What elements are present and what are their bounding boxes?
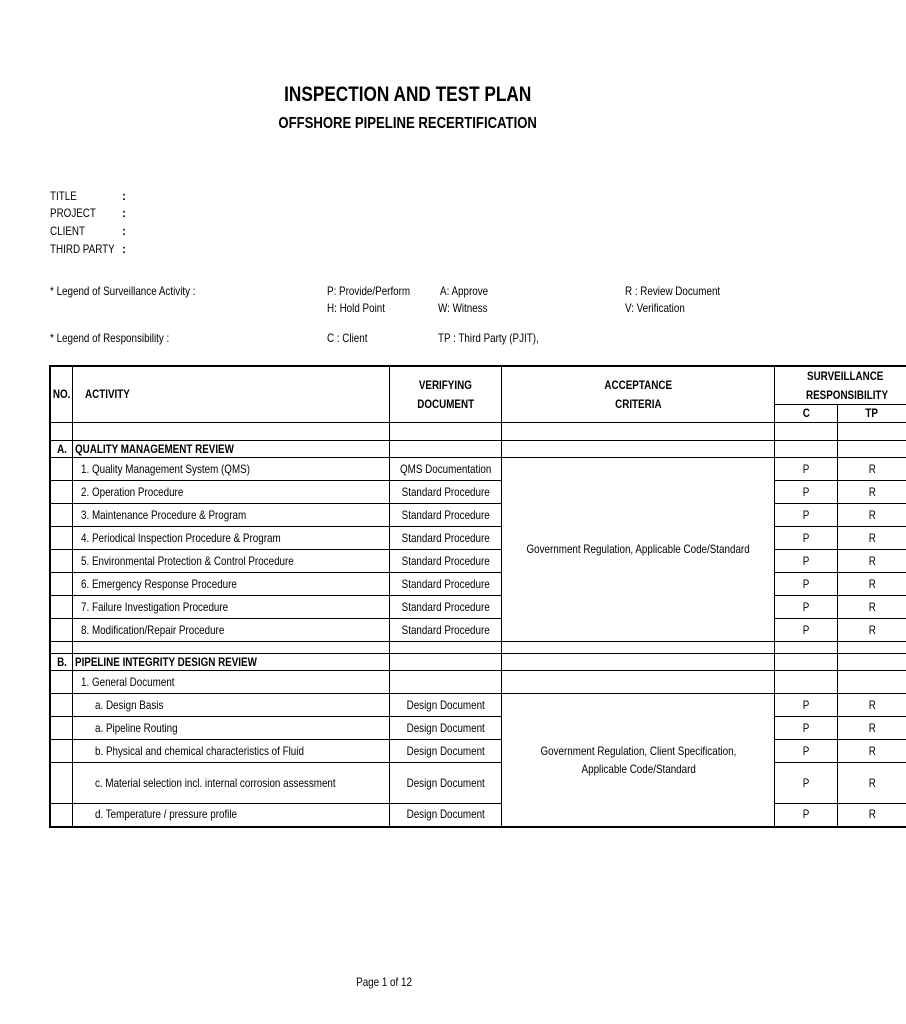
header-surveillance-responsibility: SURVEILLANCE RESPONSIBILITY — [775, 366, 906, 405]
meta-client-colon: : — [122, 224, 126, 238]
table-row: a. Pipeline Routing Design Document P R — [50, 717, 906, 740]
table-row: 7. Failure Investigation Procedure Standard Procedure P R — [50, 596, 906, 619]
section-b-title: PIPELINE INTEGRITY DESIGN REVIEW — [73, 654, 389, 671]
meta-third-party-label: THIRD PARTY — [50, 242, 115, 256]
spacer-row — [50, 642, 906, 654]
document-title: INSPECTION AND TEST PLAN — [284, 83, 532, 106]
meta-client-label: CLIENT — [50, 224, 86, 238]
legend-hold-point: H: Hold Point — [327, 301, 385, 315]
table-row: 2. Operation Procedure Standard Procedure P R — [50, 481, 906, 504]
table-row: 6. Emergency Response Procedure Standard Procedure P R — [50, 573, 906, 596]
meta-project-label: PROJECT — [50, 206, 96, 220]
legend-responsibility-label: * Legend of Responsibility : — [50, 331, 170, 345]
legend-surveillance-label: * Legend of Surveillance Activity : — [50, 284, 196, 298]
table-row: 1. Quality Management System (QMS) QMS Documentation Government Regulation, Applicable Code/Standard P R — [50, 458, 906, 481]
section-a-no: A. — [50, 441, 73, 458]
legend-provide-perform: P: Provide/Perform — [327, 284, 411, 298]
table-row: b. Physical and chemical characteristics of Fluid Design Document P R — [50, 740, 906, 763]
document-subtitle: OFFSHORE PIPELINE RECERTIFICATION — [278, 115, 538, 132]
table-row: c. Material selection incl. internal corrosion assessment Design Document P R — [50, 763, 906, 804]
page-number: Page 1 of 12 — [356, 975, 412, 989]
section-b-criteria: Government Regulation, Client Specification, Applicable Code/Standard — [502, 694, 775, 827]
meta-title-colon: : — [122, 189, 126, 203]
header-no: NO. — [50, 366, 73, 423]
header-acceptance-criteria: ACCEPTANCE CRITERIA — [502, 366, 775, 423]
table-row: 8. Modification/Repair Procedure Standard Procedure P R — [50, 619, 906, 642]
section-a-title: QUALITY MANAGEMENT REVIEW — [73, 441, 389, 458]
legend-third-party: TP : Third Party (PJIT), — [438, 331, 539, 345]
section-a-criteria: Government Regulation, Applicable Code/Standard — [502, 458, 775, 642]
itp-table — [49, 365, 906, 828]
table-header-row — [50, 366, 906, 405]
table-row: 4. Periodical Inspection Procedure & Program Standard Procedure P R — [50, 527, 906, 550]
table-row: 5. Environmental Protection & Control Procedure Standard Procedure P R — [50, 550, 906, 573]
legend-client: C : Client — [327, 331, 368, 345]
spacer-row — [50, 423, 906, 441]
table-row: d. Temperature / pressure profile Design Document P R — [50, 804, 906, 827]
header-verifying-document: VERIFYING DOCUMENT — [389, 366, 501, 423]
section-b-general-document: 1. General Document — [73, 671, 389, 694]
section-a-heading — [50, 441, 906, 458]
header-tp: TP — [837, 405, 906, 423]
header-c: C — [775, 405, 837, 423]
legend-witness: W: Witness — [438, 301, 488, 315]
section-b-heading — [50, 654, 906, 671]
meta-project-colon: : — [122, 206, 126, 220]
section-b-subheading — [50, 671, 906, 694]
header-activity: ACTIVITY — [73, 366, 389, 423]
table-row: a. Design Basis Design Document Government Regulation, Client Specification, Applicable Code/Standard P R — [50, 694, 906, 717]
legend-review-document: R : Review Document — [625, 284, 721, 298]
meta-third-party-colon: : — [122, 242, 126, 256]
section-b-no: B. — [50, 654, 73, 671]
legend-approve: A: Approve — [440, 284, 489, 298]
meta-title-label: TITLE — [50, 189, 77, 203]
legend-verification: V: Verification — [625, 301, 685, 315]
table-row: 3. Maintenance Procedure & Program Standard Procedure P R — [50, 504, 906, 527]
